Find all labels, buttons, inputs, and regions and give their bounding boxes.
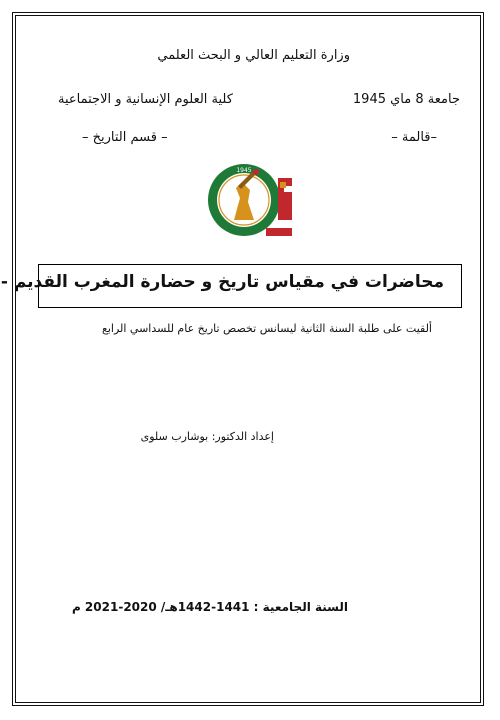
academic-year: السنة الجامعية : 1441-1442هـ/ 2020-2021 م bbox=[71, 600, 348, 614]
author-line: إعداد الدكتور: بوشارب سلوى bbox=[140, 430, 274, 443]
emblem-flame bbox=[253, 169, 259, 175]
university-emblem-icon bbox=[200, 150, 300, 250]
document-title: محاضرات في مقياس تاريخ و حضارة المغرب القديم - bbox=[0, 272, 444, 292]
emblem-letter-accent bbox=[280, 182, 286, 188]
department-name: – قسم التاريخ – bbox=[82, 130, 168, 145]
emblem-year-text: 1945 bbox=[236, 167, 252, 174]
ministry-heading: وزارة التعليم العالي و البحث العلمي bbox=[157, 48, 350, 63]
document-subtitle: ألقيت على طلبة السنة الثانية ليسانس تخصص تاريخ عام للسداسي الرابع bbox=[101, 322, 432, 335]
university-name: جامعة 8 ماي 1945 bbox=[352, 92, 460, 107]
emblem-base-bar bbox=[266, 228, 292, 236]
faculty-name: كلية العلوم الإنسانية و الاجتماعية bbox=[58, 92, 233, 107]
city-name: –قالمة – bbox=[391, 130, 437, 145]
